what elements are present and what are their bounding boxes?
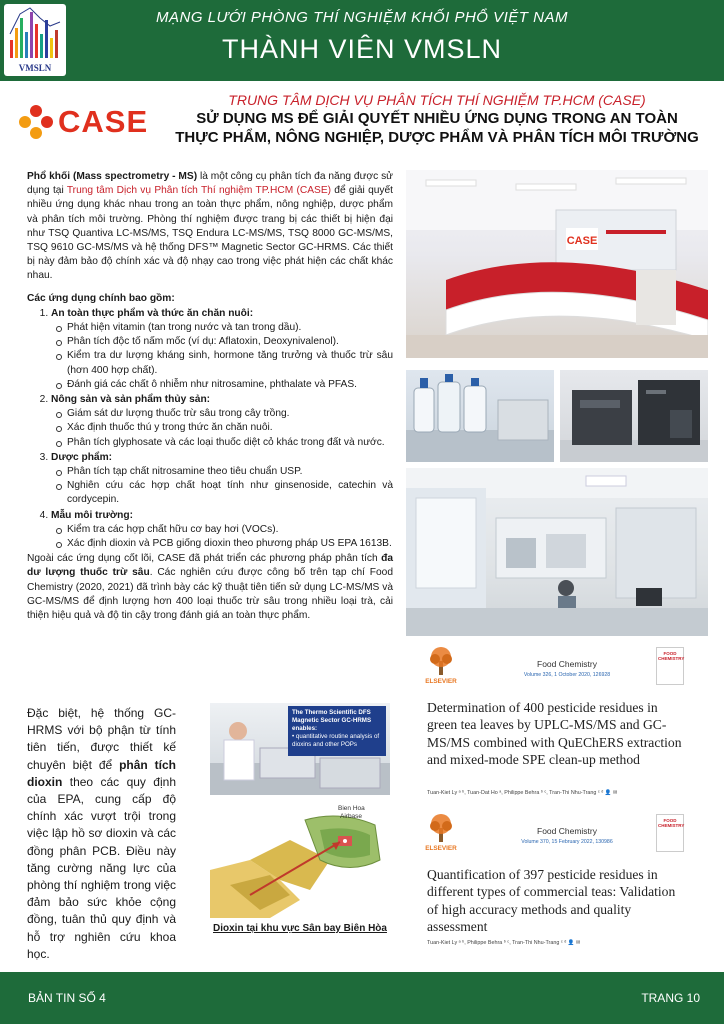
journal-cover <box>656 647 684 685</box>
applications-list <box>27 307 393 551</box>
lab-instrument-photo <box>560 370 708 462</box>
pesticide-text-1: Ngoài các ứng dụng cốt lõi, CASE đã phát triển các phương pháp phân tích <box>27 553 382 565</box>
dioxin-text-2: theo các quy định của EPA, cung cấp độ chính xác vượt trội trong việc lập hồ sơ dioxin và các đồng phân PCB. Điều này tăng cường năng lực của phòng thí nghiệm trong việc đảm bảo sức khỏe cộng đồng, tuân thủ quy định và hỗ trợ nghiên cứu khoa học. <box>27 774 176 961</box>
lobby-photo <box>406 170 708 358</box>
application-title: Dược phẩm: <box>51 451 113 463</box>
map-label-bienhoa: Bien Hoa <box>338 805 365 812</box>
lab-bottles-illustration <box>406 370 554 462</box>
map-label-airbase: Airbase <box>340 813 363 820</box>
journal-cover-title: FOOD CHEMISTRY <box>658 818 685 828</box>
application-title: An toàn thực phẩm và thức ăn chăn nuôi: <box>51 307 254 319</box>
journal-volume[interactable]: Volume 326, 1 October 2020, 126928 <box>523 672 611 678</box>
case-logo <box>16 100 149 144</box>
lab-room-photo <box>406 468 708 636</box>
application-item <box>51 451 393 508</box>
map-caption: Dioxin tại khu vực Sân bay Biên Hòa <box>213 923 387 934</box>
page-header <box>0 0 724 81</box>
dioxin-paragraph <box>27 705 176 963</box>
application-title: Nông sản và sản phẩm thủy sản: <box>51 394 211 406</box>
paper-title[interactable]: Determination of 400 pesticide residues in green tea leaves by UPLC-MS/MS and GC-MS/MS combined with QuEChERS extraction and mixed-mode SPE clean-up method <box>427 700 682 768</box>
dfs-box-bullet: • quantitative routine analysis of dioxins and other POPs <box>292 733 380 748</box>
page-footer <box>0 972 724 1024</box>
application-item <box>51 509 393 552</box>
journal-name[interactable]: Food Chemistry <box>537 659 597 669</box>
paper-authors: Tuan-Kiet Ly ᵃ ᵇ, Tuan-Dat Ho ᵃ, Philippe Behra ᵇ ᶜ, Tran-Thi Nhu-Trang ᶜ ᵈ 👤 ✉ <box>427 790 618 796</box>
list-item: Phát hiện vitamin (tan trong nước và tan trong dầu). <box>67 321 393 335</box>
applications-heading: Các ứng dụng chính bao gồm: <box>27 292 175 304</box>
dfs-info-box <box>288 706 386 756</box>
application-item <box>51 393 393 450</box>
center-link[interactable]: Trung tâm Dịch vụ Phân tích Thí nghiệm TP.HCM (CASE) <box>66 185 332 197</box>
list-item: Đánh giá các chất ô nhiễm như nitrosamine, phthalate và PFAS. <box>67 378 393 392</box>
center-name: TRUNG TÂM DỊCH VỤ PHÂN TÍCH THÍ NGHIỆM TP.HCM (CASE) <box>228 92 646 108</box>
lab-bottles-photo <box>406 370 554 462</box>
list-item: Kiểm tra các hợp chất hữu cơ bay hơi (VOCs). <box>67 523 393 537</box>
dfs-instrument-photo <box>210 703 390 795</box>
application-item <box>51 307 393 392</box>
pesticide-paragraph <box>27 552 393 623</box>
list-item: Xác định thuốc thú y trong thức ăn chăn nuôi. <box>67 421 393 435</box>
intro-bold: Phổ khối (Mass spectrometry - MS) <box>27 171 198 182</box>
journal-cover <box>656 814 684 852</box>
page-title: THÀNH VIÊN VMSLN <box>221 34 503 64</box>
elsevier-logo <box>424 812 458 852</box>
list-item: Xác định dioxin và PCB giống dioxin theo phương pháp US EPA 1613B. <box>67 537 393 551</box>
network-name: MẠNG LƯỚI PHÒNG THÍ NGHIỆM KHỐI PHỔ VIỆT NAM <box>156 9 568 26</box>
list-item: Phân tích tạp chất nitrosamine theo tiêu chuẩn USP. <box>67 465 393 479</box>
application-title: Mẫu môi trường: <box>51 509 133 521</box>
map-illustration <box>210 800 390 918</box>
vmsln-logo-text: VMSLN <box>18 63 52 73</box>
elsevier-tree-icon <box>424 812 458 844</box>
paper-authors: Tuan-Kiet Ly ᵃ ᵇ, Philippe Behra ᵇ ᶜ, Tran-Thi Nhu-Trang ᶜ ᵈ 👤 ✉ <box>427 940 581 946</box>
paper-title[interactable]: Quantification of 397 pesticide residues in different types of commercial teas: Validation of high accuracy methods and quality assessment <box>427 867 676 935</box>
list-item: Kiểm tra dư lượng kháng sinh, hormone tăng trưởng và thuốc trừ sâu (hơn 400 hợp chất). <box>67 349 393 377</box>
publisher-name: ELSEVIER <box>425 678 457 685</box>
bien-hoa-map <box>210 800 390 918</box>
lab-instrument-illustration <box>560 370 708 462</box>
elsevier-logo <box>424 645 458 685</box>
lobby-illustration <box>406 170 708 358</box>
list-item: Giám sát dư lượng thuốc trừ sâu trong cây trồng. <box>67 407 393 421</box>
list-item: Phân tích glyphosate và các loại thuốc diệt cỏ khác trong đất và nước. <box>67 436 393 450</box>
intro-paragraph <box>27 170 393 284</box>
issue-number: BẢN TIN SỐ 4 <box>28 991 106 1005</box>
dioxin-text-1: Đặc biệt, hệ thống GC-HRMS với bộ phận từ tính tiên tiến, được thiết kế chuyên biệt để <box>27 706 176 772</box>
list-item: Nghiên cứu các hợp chất hoạt tính như ginsenoside, catechin và cordycepin. <box>67 479 393 507</box>
pesticide-bold: đa dư lượng thuốc trừ sâu <box>27 553 393 579</box>
body-column <box>27 170 393 631</box>
elsevier-tree-icon <box>424 645 458 677</box>
pesticide-text-2: . Các nghiên cứu được công bố trên tạp chí Food Chemistry (2020, 2021) đã trình bày các kỹ thuật tiên tiến sử dụng LC-MS/MS và GC-MS/MS để định lượng hơn 400 loại thuốc trừ sâu trong nhiều loại trà, cải thiện hiệu quả và độ tin cậy trong đánh giá an toàn thực phẩm. <box>27 567 393 622</box>
dioxin-bold: phân tích dioxin <box>27 757 176 789</box>
case-molecule-icon <box>16 102 56 142</box>
lab-room-illustration <box>406 468 708 636</box>
lobby-sign-text: CASE <box>566 235 598 247</box>
intro-text-1: là một công cụ phân tích đa năng được sử dụng tại <box>27 171 393 197</box>
page-number: TRANG 10 <box>641 991 700 1005</box>
article-title-line-2: THỰC PHẨM, NÔNG NGHIỆP, DƯỢC PHẨM VÀ PHÂN TÍCH MÔI TRƯỜNG <box>175 129 699 146</box>
dfs-box-title: The Thermo Scientific DFS Magnetic Sector GC-HRMS enables: <box>292 709 372 732</box>
list-item: Phân tích độc tố nấm mốc (ví dụ: Aflatoxin, Deoxynivalenol). <box>67 335 393 349</box>
case-logo-text: CASE <box>58 104 149 139</box>
article-title <box>150 109 724 147</box>
journal-cover-title: FOOD CHEMISTRY <box>658 651 685 661</box>
journal-name[interactable]: Food Chemistry <box>537 826 597 836</box>
publisher-name: ELSEVIER <box>425 845 457 852</box>
intro-text-2: để giải quyết nhiều ứng dụng khác nhau trong an toàn thực phẩm, nông nghiệp, dược phẩm và phân tích môi trường. Phòng thí nghiệm được trang bị các thiết bị hiện đại như TSQ Quantiva LC-MS/MS, TSQ Endura LC-MS/MS, TSQ 8000 GC-MS/MS, TSQ 9610 GC-MS/MS và hệ thống DFS™ Magnetic Sector GC-HRMS. Các thiết bị này đảm bảo độ chính xác và độ nhạy cao trong việc phát hiện các chất khác nhau. <box>27 185 393 282</box>
article-title-line-1: SỬ DỤNG MS ĐỂ GIẢI QUYẾT NHIỀU ỨNG DỤNG TRONG AN TOÀN <box>196 110 678 127</box>
journal-volume[interactable]: Volume 370, 15 February 2022, 130986 <box>521 839 613 845</box>
